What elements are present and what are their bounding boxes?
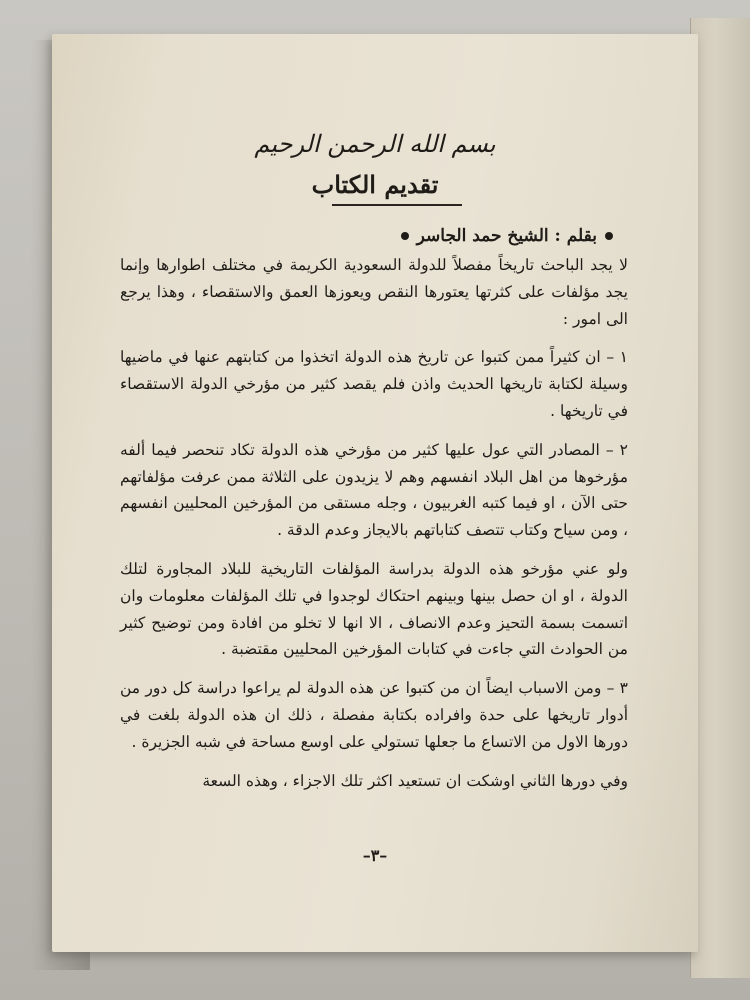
book-page [52, 34, 698, 952]
paragraph-intro: لا يجد الباحث تاريخاً مفصلاً للدولة السعودية الكريمة في مختلف اطوارها وإنما يجد مؤلفات على كثرتها يعتورها النقص ويعوزها العمق والاستقصاء ، وهذا يرجع الى امور : [120, 256, 628, 328]
page-title: تقديم الكتاب [311, 170, 439, 199]
basmala: بسم الله الرحمن الرحيم [254, 130, 496, 158]
page-number: –٣– [362, 846, 388, 865]
facing-page-edge [690, 18, 750, 978]
author-line [401, 226, 613, 246]
paragraph-1: ١ – ان كثيراً ممن كتبوا عن تاريخ هذه الدولة اتخذوا من كتابتهم عنها في ماضيها وسيلة لكتابة تاريخها الحديث واذن فلم يقصد كثير من مؤرخي الدولة الاستقصاء في تاريخها . [120, 348, 628, 420]
author-name: بقلم : الشيخ حمد الجاسر [416, 226, 597, 246]
paragraph-5: وفي دورها الثاني اوشكت ان تستعيد اكثر تلك الاجزاء ، وهذه السعة [202, 771, 628, 790]
bullet-icon [401, 232, 409, 240]
paragraph-4: ٣ – ومن الاسباب ايضاً ان من كتبوا عن هذه الدولة لم يراعوا دراسة كل دور من أدوار تاريخها على حدة وافراده بكتابة مفصلة ، ذلك ان هذه الدولة بلغت في دورها الاول من الاتساع ما جعلها تستولي على اوسع مساحة في شبه الجزيرة . [120, 679, 628, 751]
paragraph-3: ولو عني مؤرخو هذه الدولة بدراسة المؤلفات التاريخية للبلاد المجاورة لتلك الدولة ، او ان حصل بينها وبينهم احتكاك لوجدوا في تلك المؤلفات معلومات وان اتسمت بسمة التحيز وعدم الانصاف ، الا انها لا تخلو من افادة ومن توضيح كثير من الحوادث التي جاءت في كتابات المؤرخين المحليين مقتضبة . [120, 559, 628, 659]
paragraph-2: ٢ – المصادر التي عول عليها كثير من مؤرخي هذه الدولة تكاد تنحصر فيما ألفه مؤرخوها من اهل البلاد انفسهم وهم لا يزيدون على الثلاثة ممن عرفت مؤلفاتهم حتى الآن ، او فيما كتبه الغربيون ، وجله مستقى من المؤرخين المحليين انفسهم ، ومن سياح وكتاب تتصف كتاباتهم بالايجاز وعدم الدقة . [120, 440, 628, 540]
bullet-icon [605, 232, 613, 240]
title-underline [332, 204, 462, 206]
body-text [120, 252, 628, 806]
